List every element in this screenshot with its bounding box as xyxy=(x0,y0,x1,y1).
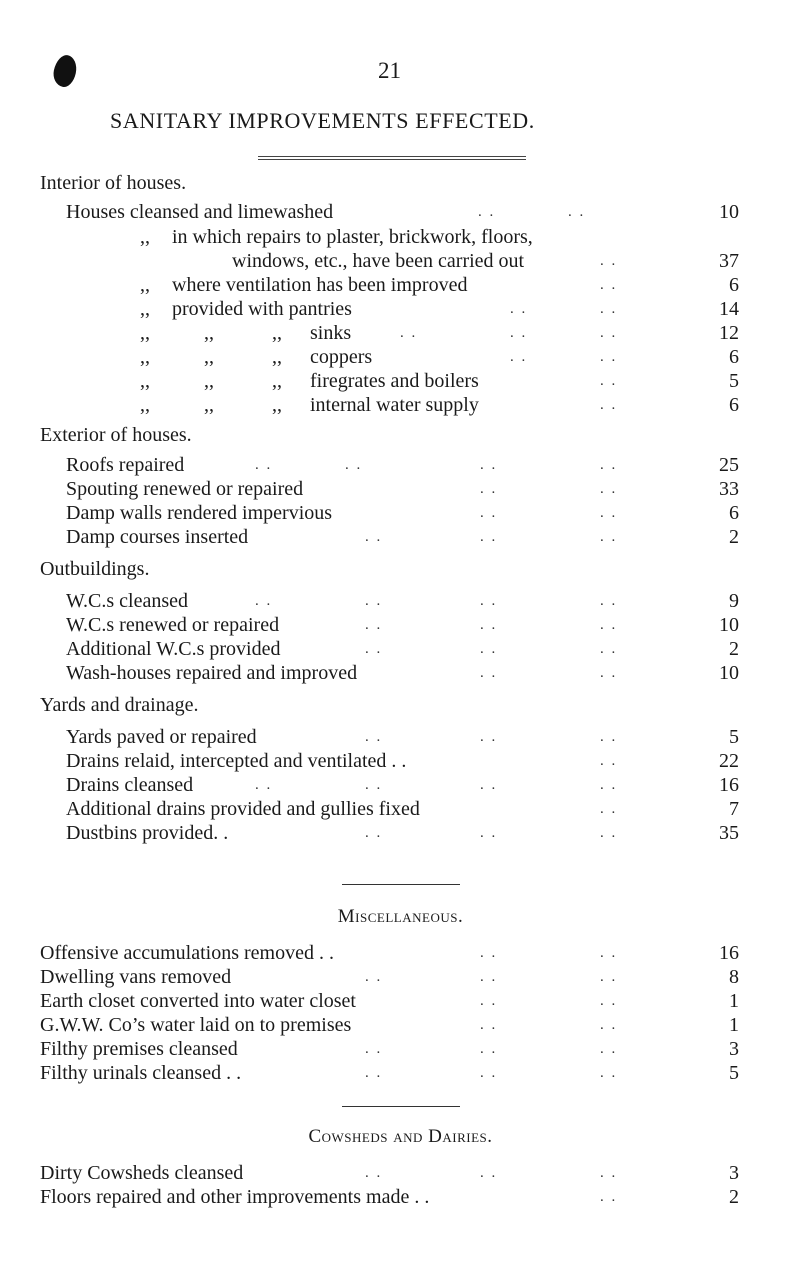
leader-dots: . . xyxy=(365,593,383,609)
section-heading-yards: Yards and drainage. xyxy=(40,694,199,716)
ditto-mark: ,, xyxy=(272,394,282,416)
leader-dots: . . xyxy=(365,641,383,657)
leader-dots: . . xyxy=(255,777,273,793)
leader-dots: . . xyxy=(480,1065,498,1081)
ink-blot xyxy=(51,53,79,89)
title-divider xyxy=(258,156,526,157)
section-heading-outbuildings: Outbuildings. xyxy=(40,558,150,580)
row-label: coppers xyxy=(310,346,373,368)
section-divider xyxy=(342,1106,460,1107)
leader-dots: . . xyxy=(480,729,498,745)
row-label: Filthy premises cleansed xyxy=(40,1038,238,1060)
leader-dots: . . xyxy=(400,325,418,341)
leader-dots: . . xyxy=(478,204,496,220)
leader-dots: . . xyxy=(600,529,618,545)
leader-dots: . . xyxy=(600,945,618,961)
row-label: Dustbins provided. . xyxy=(66,822,229,844)
ditto-mark: ,, xyxy=(204,370,214,392)
table-row xyxy=(0,199,801,225)
table-row xyxy=(0,224,801,250)
row-label: Dirty Cowsheds cleansed xyxy=(40,1162,244,1184)
table-row xyxy=(0,612,801,638)
leader-dots: . . xyxy=(600,665,618,681)
section-heading-exterior: Exterior of houses. xyxy=(40,424,192,446)
row-value: 10 xyxy=(719,201,739,223)
leader-dots: . . xyxy=(600,397,618,413)
row-label: Additional drains provided and gullies fixed xyxy=(66,798,420,820)
leader-dots: . . xyxy=(600,969,618,985)
leader-dots: . . xyxy=(480,1165,498,1181)
table-row xyxy=(0,772,801,798)
table-row xyxy=(0,1160,801,1186)
page-title: SANITARY IMPROVEMENTS EFFECTED. xyxy=(110,108,535,133)
row-value: 1 xyxy=(729,990,739,1012)
table-row xyxy=(0,296,801,322)
table-row xyxy=(0,964,801,990)
row-label: internal water supply xyxy=(310,394,479,416)
table-row xyxy=(0,368,801,394)
row-value: 5 xyxy=(729,370,739,392)
leader-dots: . . xyxy=(480,481,498,497)
leader-dots: . . xyxy=(345,457,363,473)
leader-dots: . . xyxy=(480,593,498,609)
row-value: 9 xyxy=(729,590,739,612)
ditto-mark: ,, xyxy=(140,322,150,344)
ditto-mark: ,, xyxy=(204,394,214,416)
leader-dots: . . xyxy=(480,529,498,545)
page-number: 21 xyxy=(378,58,401,83)
row-label: Roofs repaired xyxy=(66,454,185,476)
leader-dots: . . xyxy=(365,617,383,633)
table-row xyxy=(0,452,801,478)
row-value: 2 xyxy=(729,526,739,548)
row-value: 37 xyxy=(719,250,739,272)
table-row xyxy=(0,724,801,750)
leader-dots: . . xyxy=(600,373,618,389)
table-row xyxy=(0,988,801,1014)
row-value: 3 xyxy=(729,1038,739,1060)
row-label: windows, etc., have been carried out xyxy=(232,250,525,272)
table-row xyxy=(0,248,801,274)
table-row xyxy=(0,660,801,686)
row-value: 33 xyxy=(719,478,739,500)
row-value: 14 xyxy=(719,298,739,320)
table-row xyxy=(0,1036,801,1062)
row-label: where ventilation has been improved xyxy=(172,274,468,296)
leader-dots: . . xyxy=(600,641,618,657)
table-row xyxy=(0,796,801,822)
leader-dots: . . xyxy=(600,1041,618,1057)
table-row xyxy=(0,588,801,614)
leader-dots: . . xyxy=(480,969,498,985)
row-value: 6 xyxy=(729,346,739,368)
row-value: 2 xyxy=(729,638,739,660)
row-label: Spouting renewed or repaired xyxy=(66,478,304,500)
row-label: Damp courses inserted xyxy=(66,526,249,548)
section-heading-cowsheds: Cowsheds and Dairies. xyxy=(308,1126,493,1147)
table-row xyxy=(0,1060,801,1086)
ditto-mark: ,, xyxy=(140,226,150,248)
leader-dots: . . xyxy=(480,825,498,841)
leader-dots: . . xyxy=(480,641,498,657)
row-label: Wash-houses repaired and improved xyxy=(66,662,358,684)
row-label: Additional W.C.s provided xyxy=(66,638,281,660)
row-label: Dwelling vans removed xyxy=(40,966,232,988)
row-label: Filthy urinals cleansed . . xyxy=(40,1062,242,1084)
table-row xyxy=(0,1012,801,1038)
leader-dots: . . xyxy=(480,777,498,793)
ditto-mark: ,, xyxy=(272,370,282,392)
row-label: firegrates and boilers xyxy=(310,370,479,392)
row-value: 6 xyxy=(729,502,739,524)
row-value: 10 xyxy=(719,614,739,636)
ditto-mark: ,, xyxy=(140,346,150,368)
table-row xyxy=(0,940,801,966)
ditto-mark: ,, xyxy=(204,346,214,368)
leader-dots: . . xyxy=(365,969,383,985)
row-label: W.C.s cleansed xyxy=(66,590,189,612)
leader-dots: . . xyxy=(480,617,498,633)
row-label: Earth closet converted into water closet xyxy=(40,990,356,1012)
section-heading-miscellaneous: Miscellaneous. xyxy=(337,906,464,927)
leader-dots: . . xyxy=(600,277,618,293)
row-value: 2 xyxy=(729,1186,739,1208)
row-label: Offensive accumulations removed . . xyxy=(40,942,334,964)
leader-dots: . . xyxy=(600,301,618,317)
ditto-mark: ,, xyxy=(140,298,150,320)
row-value: 10 xyxy=(719,662,739,684)
leader-dots: . . xyxy=(600,593,618,609)
leader-dots: . . xyxy=(600,325,618,341)
row-label: sinks xyxy=(310,322,352,344)
row-value: 35 xyxy=(719,822,739,844)
table-row xyxy=(0,1184,801,1210)
ditto-mark: ,, xyxy=(140,370,150,392)
row-label: in which repairs to plaster, brickwork, floors, xyxy=(172,226,533,248)
leader-dots: . . xyxy=(255,593,273,609)
leader-dots: . . xyxy=(600,1165,618,1181)
leader-dots: . . xyxy=(600,457,618,473)
table-row xyxy=(0,320,801,346)
row-value: 1 xyxy=(729,1014,739,1036)
table-row xyxy=(0,636,801,662)
table-row xyxy=(0,344,801,370)
leader-dots: . . xyxy=(480,505,498,521)
row-value: 12 xyxy=(719,322,739,344)
leader-dots: . . xyxy=(365,777,383,793)
leader-dots: . . xyxy=(365,1065,383,1081)
table-row xyxy=(0,272,801,298)
leader-dots: . . xyxy=(480,665,498,681)
section-heading-interior: Interior of houses. xyxy=(40,172,187,194)
leader-dots: . . xyxy=(480,1041,498,1057)
row-label: Yards paved or repaired xyxy=(66,726,257,748)
leader-dots: . . xyxy=(600,617,618,633)
leader-dots: . . xyxy=(600,481,618,497)
table-row xyxy=(0,392,801,418)
ditto-mark: ,, xyxy=(272,346,282,368)
leader-dots: . . xyxy=(600,777,618,793)
leader-dots: . . xyxy=(510,325,528,341)
leader-dots: . . xyxy=(600,729,618,745)
row-value: 16 xyxy=(719,774,739,796)
leader-dots: . . xyxy=(365,1165,383,1181)
row-value: 6 xyxy=(729,394,739,416)
leader-dots: . . xyxy=(600,349,618,365)
row-label: W.C.s renewed or repaired xyxy=(66,614,280,636)
leader-dots: . . xyxy=(600,505,618,521)
row-label: provided with pantries xyxy=(172,298,352,320)
section-divider xyxy=(342,884,460,885)
leader-dots: . . xyxy=(568,204,586,220)
leader-dots: . . xyxy=(510,349,528,365)
row-value: 3 xyxy=(729,1162,739,1184)
row-value: 22 xyxy=(719,750,739,772)
ditto-mark: ,, xyxy=(204,322,214,344)
leader-dots: . . xyxy=(600,801,618,817)
leader-dots: . . xyxy=(480,457,498,473)
table-row xyxy=(0,524,801,550)
leader-dots: . . xyxy=(365,1041,383,1057)
row-label: Damp walls rendered impervious xyxy=(66,502,333,524)
leader-dots: . . xyxy=(600,753,618,769)
row-value: 6 xyxy=(729,274,739,296)
row-value: 16 xyxy=(719,942,739,964)
row-label: Drains relaid, intercepted and ventilated . . xyxy=(66,750,407,772)
row-label: G.W.W. Co’s water laid on to premises xyxy=(40,1014,352,1036)
ditto-mark: ,, xyxy=(140,394,150,416)
table-row xyxy=(0,500,801,526)
leader-dots: . . xyxy=(480,993,498,1009)
leader-dots: . . xyxy=(365,529,383,545)
leader-dots: . . xyxy=(600,825,618,841)
row-value: 7 xyxy=(729,798,739,820)
row-value: 5 xyxy=(729,1062,739,1084)
ditto-mark: ,, xyxy=(140,274,150,296)
row-value: 25 xyxy=(719,454,739,476)
leader-dots: . . xyxy=(480,945,498,961)
table-row xyxy=(0,748,801,774)
leader-dots: . . xyxy=(600,1065,618,1081)
leader-dots: . . xyxy=(480,1017,498,1033)
ditto-mark: ,, xyxy=(272,322,282,344)
table-row xyxy=(0,476,801,502)
leader-dots: . . xyxy=(510,301,528,317)
table-row xyxy=(0,820,801,846)
leader-dots: . . xyxy=(365,825,383,841)
row-value: 5 xyxy=(729,726,739,748)
leader-dots: . . xyxy=(600,253,618,269)
leader-dots: . . xyxy=(600,1189,618,1205)
row-value: 8 xyxy=(729,966,739,988)
row-label: Floors repaired and other improvements made . . xyxy=(40,1186,430,1208)
leader-dots: . . xyxy=(365,729,383,745)
row-label: Drains cleansed xyxy=(66,774,194,796)
row-label: Houses cleansed and limewashed xyxy=(66,201,334,223)
leader-dots: . . xyxy=(600,993,618,1009)
leader-dots: . . xyxy=(600,1017,618,1033)
leader-dots: . . xyxy=(255,457,273,473)
